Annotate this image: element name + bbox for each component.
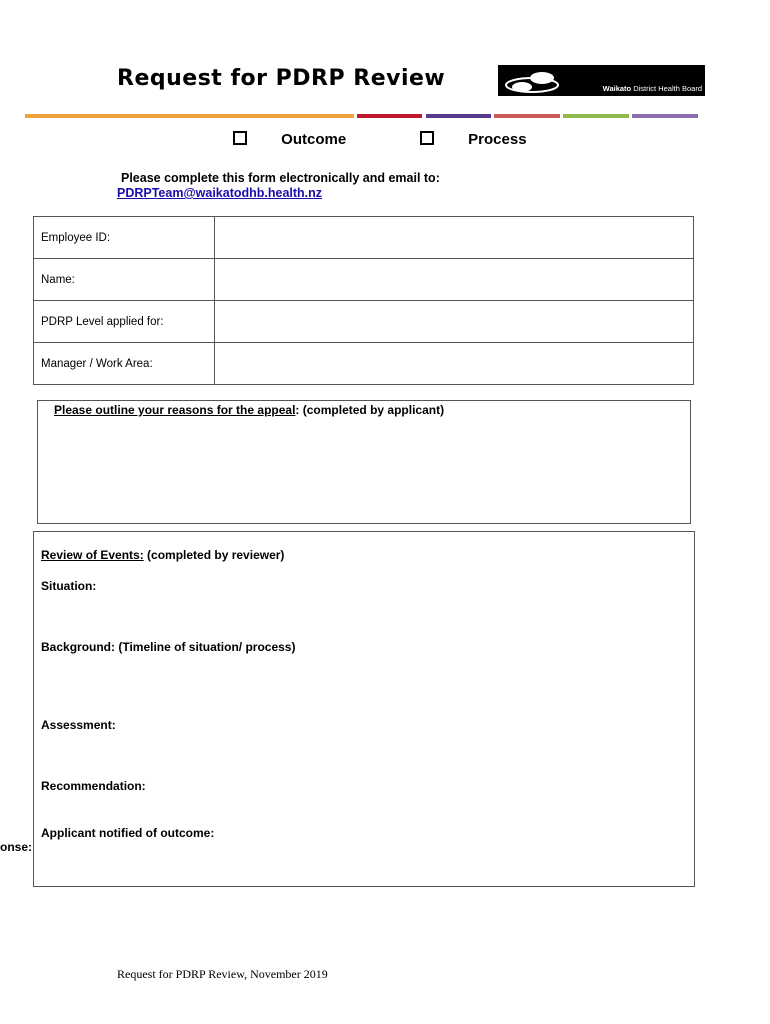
table-row [34,301,694,343]
color-bar-red [357,114,422,118]
assessment-label: Assessment: [41,718,116,732]
process-checkbox[interactable] [420,131,527,148]
employee-id-label: Employee ID: [34,217,215,259]
manager-field[interactable] [215,343,694,385]
employee-id-field[interactable] [215,217,694,259]
outcome-label: Outcome [281,131,347,148]
table-row [34,343,694,385]
applicant-notified-label: Applicant notified of outcome: [41,826,215,840]
situation-label: Situation: [41,579,97,593]
instructions-text: Please complete this form electronically and email to: [121,171,440,185]
checkbox-icon [420,131,434,145]
color-bar-rose [494,114,560,118]
footer-text: Request for PDRP Review, November 2019 [117,967,328,981]
cut-off-label: onse: [0,840,33,854]
pdrp-level-label: PDRP Level applied for: [34,301,215,343]
recommendation-label: Recommendation: [41,779,146,793]
appeal-heading: Please outline your reasons for the appeal: (completed by applicant) [54,403,445,417]
outcome-checkbox[interactable] [233,131,346,148]
background-label: Background: (Timeline of situation/ process) [41,640,296,654]
page-title: Request for PDRP Review [117,66,446,91]
name-label: Name: [34,259,215,301]
logo-text: Waikato District Health Board [602,84,702,93]
review-of-events-box[interactable] [33,531,695,887]
process-label: Process [468,131,527,148]
table-row [34,259,694,301]
employee-info-table [33,216,694,385]
name-field[interactable] [215,259,694,301]
checkbox-icon [233,131,247,145]
email-link[interactable]: PDRPTeam@waikatodhb.health.nz [117,186,323,200]
review-heading: Review of Events: (completed by reviewer) [41,548,285,562]
pdrp-level-field[interactable] [215,301,694,343]
waikato-dhb-logo [498,65,705,96]
appeal-reasons-box[interactable] [37,400,691,524]
manager-label: Manager / Work Area: [34,343,215,385]
color-bar-orange [25,114,354,118]
table-row [34,217,694,259]
color-bar-green [563,114,629,118]
color-bar-lilac [632,114,698,118]
logo-swirl-icon [502,69,566,93]
color-bar-purple [426,114,491,118]
